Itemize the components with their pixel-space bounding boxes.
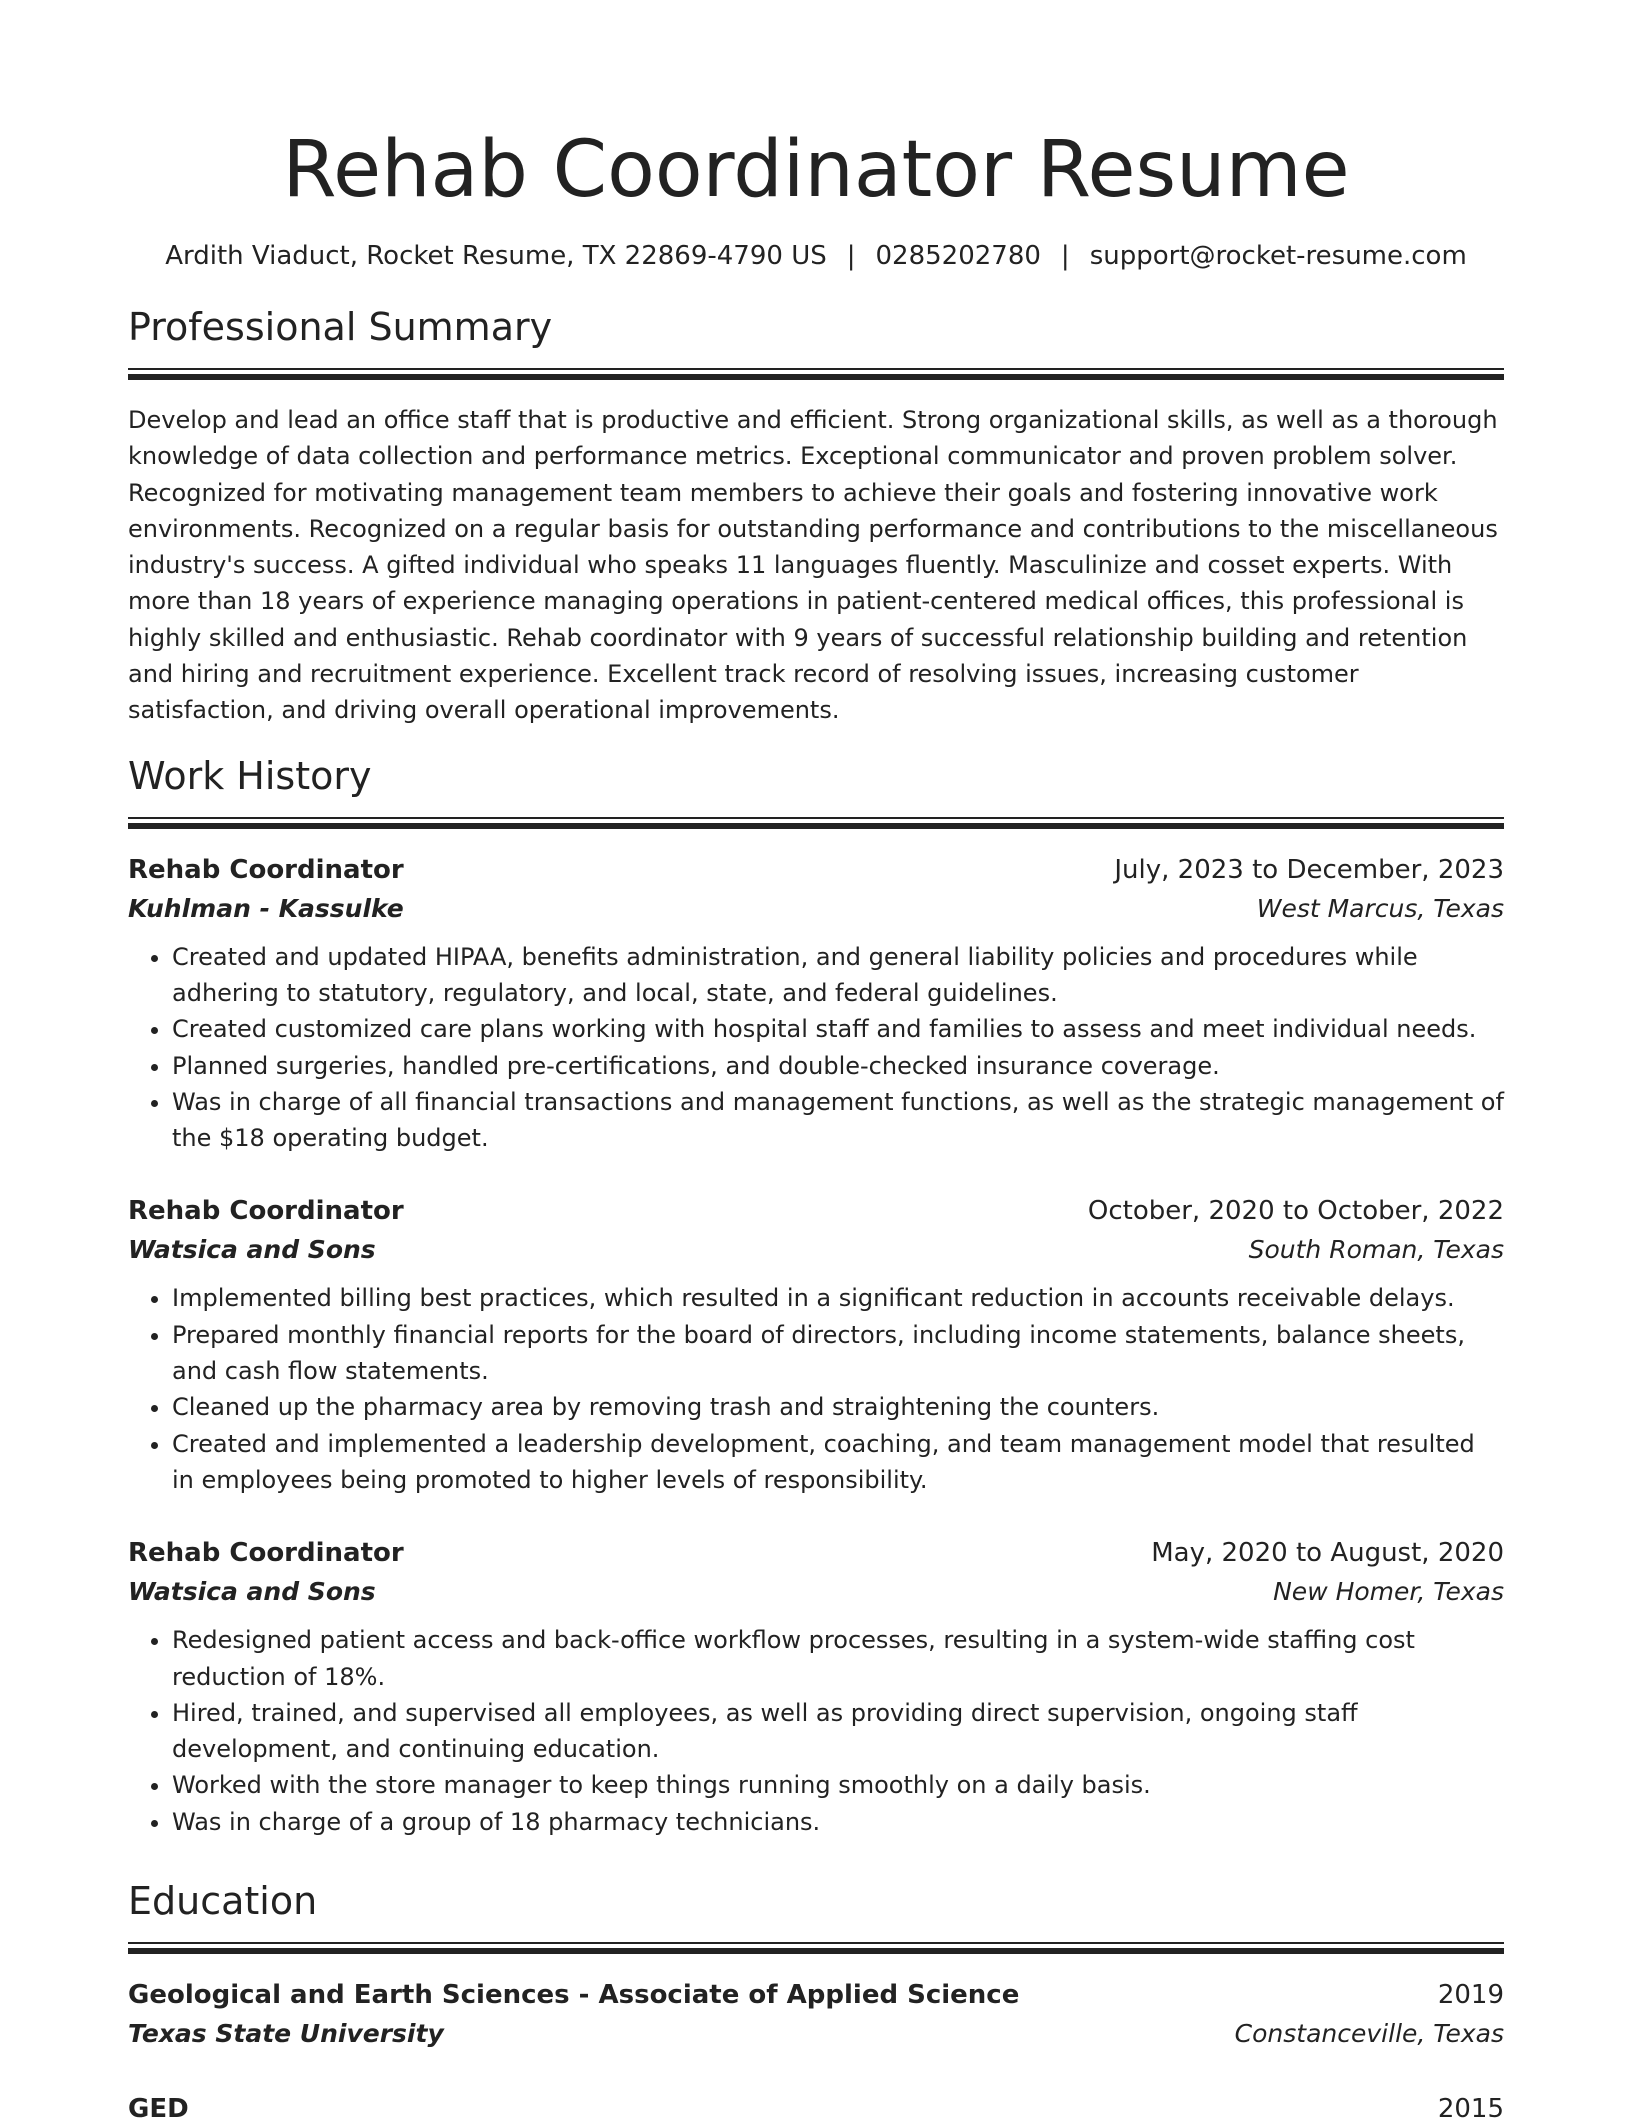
job-company: Watsica and Sons: [128, 1235, 376, 1265]
job-bullet: • Created and updated HIPAA, benefits administration, and general liability policies and procedures while adhering to statutory, regulatory, and local, state, and federal guidelines.: [172, 939, 1504, 1012]
job-location: West Marcus, Texas: [1256, 893, 1504, 923]
job-dates: July, 2023 to December, 2023: [1114, 854, 1504, 885]
job-bullet: • Created customized care plans working with hospital staff and families to assess and meet individual needs.: [172, 1011, 1504, 1047]
contact-address: Ardith Viaduct, Rocket Resume, TX 22869-4790 US: [165, 241, 827, 271]
education-year: 2019: [1437, 1980, 1504, 2011]
job-bullets: [128, 939, 1504, 1157]
job-location: South Roman, Texas: [1248, 1235, 1504, 1265]
job-entry: [128, 1534, 1504, 1840]
resume-title: Rehab Coordinator Resume: [282, 125, 1350, 215]
job-bullet: • Worked with the store manager to keep things running smoothly on a daily basis.: [172, 1767, 1504, 1803]
contact-email: support@rocket-resume.com: [1089, 241, 1467, 271]
job-company: Kuhlman - Kassulke: [128, 893, 404, 923]
section-heading: Work History: [128, 753, 372, 798]
job-bullet: • Created and implemented a leadership development, coaching, and team management model that resulted in employees being promoted to higher levels of responsibility.: [172, 1426, 1504, 1499]
education-degree: GED: [128, 2094, 189, 2125]
job-bullet: • Hired, trained, and supervised all employees, as well as providing direct supervision, ongoing staff development, and continuing education.: [172, 1695, 1504, 1768]
work-history-section: [128, 751, 1504, 1840]
job-bullet: • Implemented billing best practices, which resulted in a significant reduction in accounts receivable delays.: [172, 1280, 1504, 1316]
job-bullet: • Prepared monthly financial reports for the board of directors, including income statements, balance sheets, and cash flow statements.: [172, 1317, 1504, 1390]
job-company: Watsica and Sons: [128, 1577, 376, 1607]
job-title: Rehab Coordinator: [128, 1196, 404, 1227]
job-dates: October, 2020 to October, 2022: [1087, 1196, 1504, 1227]
contact-line: [128, 238, 1504, 274]
job-bullets: [128, 1622, 1504, 1840]
education-section: [128, 1876, 1504, 2128]
job-location: New Homer, Texas: [1273, 1577, 1504, 1607]
job-bullets: [128, 1280, 1504, 1498]
education-entry: [128, 1976, 1504, 2054]
job-title: Rehab Coordinator: [128, 854, 404, 885]
education-school: Texas State University: [128, 2019, 444, 2049]
contact-separator: |: [846, 241, 856, 271]
contact-phone: 0285202780: [875, 241, 1041, 271]
contact-separator: |: [1060, 241, 1070, 271]
professional-summary-section: [128, 302, 1504, 729]
section-rule: [128, 1942, 1504, 1954]
section-heading: Education: [128, 1879, 318, 1924]
job-bullet: • Planned surgeries, handled pre-certifications, and double-checked insurance coverage.: [172, 1048, 1504, 1084]
job-dates: May, 2020 to August, 2020: [1151, 1538, 1504, 1569]
section-rule: [128, 368, 1504, 380]
summary-text: Develop and lead an office staff that is productive and efficient. Strong organizational skills, as well as a thorough knowledge of data collection and performance metrics. Exceptional communicator and proven problem solver. Recognized for motivating management team members to achieve their goals and fostering innovative work environments. Recognized on a regular basis for outstanding performance and contributions to the miscellaneous industry's success. A gifted individual who speaks 11 languages fluently. Masculinize and cosset experts. With more than 18 years of experience managing operations in patient-centered medical offices, this professional is highly skilled and enthusiastic. Rehab coordinator with 9 years of successful relationship building and retention and hiring and recruitment experience. Excellent track record of resolving issues, increasing customer satisfaction, and driving overall operational improvements.: [128, 406, 1498, 725]
section-rule: [128, 817, 1504, 829]
job-entry: [128, 1192, 1504, 1498]
education-entry: [128, 2090, 1504, 2128]
job-title: Rehab Coordinator: [128, 1538, 404, 1569]
job-bullet: • Was in charge of all financial transactions and management functions, as well as the strategic management of the $18 operating budget.: [172, 1084, 1504, 1157]
job-bullet: • Cleaned up the pharmacy area by removing trash and straightening the counters.: [172, 1389, 1504, 1425]
job-bullet: • Was in charge of a group of 18 pharmacy technicians.: [172, 1804, 1504, 1840]
section-heading: Professional Summary: [128, 305, 553, 349]
education-location: Constanceville, Texas: [1234, 2019, 1504, 2049]
job-bullet: • Redesigned patient access and back-office workflow processes, resulting in a system-wide staffing cost reduction of 18%.: [172, 1622, 1504, 1695]
education-year: 2015: [1437, 2094, 1504, 2125]
education-degree: Geological and Earth Sciences - Associate of Applied Science: [128, 1980, 1020, 2011]
job-entry: [128, 851, 1504, 1157]
